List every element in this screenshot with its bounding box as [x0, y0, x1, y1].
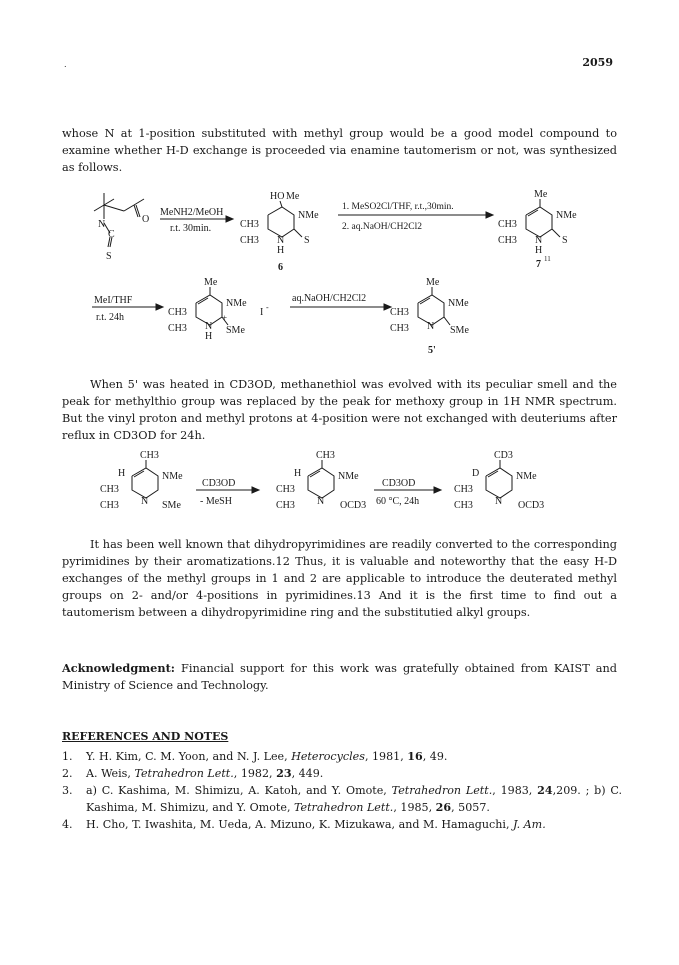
compound-5-prime-label: 5' [428, 345, 436, 356]
reaction-arrow-3 [92, 295, 163, 323]
references-heading: REFERENCES AND NOTES [62, 730, 229, 743]
structure-sme-start [100, 450, 183, 511]
svg-text:NMe: NMe [162, 471, 183, 482]
structure-starting-thioamide [94, 193, 149, 262]
reagent-2a: 1. MeSO2Cl/THF, r.t.,30min. [342, 202, 454, 212]
reaction-arrow-5 [196, 478, 259, 507]
svg-text:OCD3: OCD3 [340, 500, 367, 511]
compound-6-label: 6 [278, 262, 283, 273]
svg-text:CH3: CH3 [168, 307, 187, 318]
svg-text:CH3: CH3 [240, 219, 259, 230]
svg-text:SMe: SMe [226, 325, 245, 336]
reagent-5: CD3OD [202, 478, 236, 489]
structure-compound-5-prime [390, 277, 469, 356]
page-number: 2059 [582, 56, 613, 69]
svg-text:CH3: CH3 [240, 235, 259, 246]
paragraph-3: It has been well known that dihydropyrimidines are readily converted to the corresponding pyrimidines by their aromatizations.12 Thus, it is valuable and noteworthy that the easy H-D exchanges of the methyl groups in 1 and 2 are applicable to introduce the deuterated methyl groups on 2- and/or 4-positions in pyrimidines.13 And it is the first time to find out a tautomerism between a dihydropyrimidine ring and the substitutied alkyl groups. [62, 538, 617, 619]
reaction-arrow-1 [160, 207, 233, 234]
svg-text:NMe: NMe [556, 210, 577, 221]
svg-text:Me: Me [286, 191, 300, 202]
condition-3: r.t. 24h [96, 312, 125, 323]
condition-6: 60 °C, 24h [376, 496, 420, 507]
atom-o: O [142, 214, 150, 225]
svg-text:S: S [304, 235, 310, 246]
svg-text:N: N [317, 496, 325, 507]
svg-text:CH3: CH3 [498, 219, 517, 230]
svg-text:CH3: CH3 [276, 500, 295, 511]
svg-text:NMe: NMe [338, 471, 359, 482]
svg-text:CH3: CH3 [390, 307, 409, 318]
structure-compound-7 [498, 189, 577, 270]
svg-text:Me: Me [204, 277, 218, 288]
reference-item: 4. H. Cho, T. Iwashita, M. Ueda, A. Mizuno, K. Mizukawa, and M. Hamaguchi, J. Am. [62, 818, 546, 831]
svg-text:CH3: CH3 [276, 484, 295, 495]
svg-text:S: S [562, 235, 568, 246]
reagent-3: MeI/THF [94, 295, 133, 306]
atom-n: N [98, 219, 106, 230]
svg-text:H: H [535, 245, 543, 256]
svg-text:CH3: CH3 [390, 323, 409, 334]
svg-text:+: + [222, 313, 228, 323]
reagent-1: MeNH2/MeOH [160, 207, 224, 218]
compound-7-label: 7 [536, 259, 541, 270]
iodide-ion: I [260, 307, 264, 318]
svg-text:Me: Me [534, 189, 548, 200]
acknowledgment [62, 660, 617, 694]
structure-pyrimidinium-salt [168, 277, 269, 342]
svg-text:CD3: CD3 [494, 450, 513, 461]
reaction-arrow-4 [290, 293, 391, 310]
acknowledgment-text: Financial support for this work was gratefully obtained from KAIST and Ministry of Science and Technology. [62, 662, 617, 692]
reagent-4: aq.NaOH/CH2Cl2 [292, 293, 367, 304]
intro-paragraph: whose N at 1-position substituted with methyl group would be a good model compound to examine whether H-D exchange is proceeded via enamine tautomerism or not, was synthesized as follows. [62, 127, 617, 174]
svg-text:N: N [141, 496, 149, 507]
svg-text:CH3: CH3 [100, 500, 119, 511]
atom-c: C [108, 229, 115, 240]
svg-text:H: H [277, 245, 285, 256]
svg-text:OCD3: OCD3 [518, 500, 545, 511]
reference-item: 2. A. Weis, Tetrahedron Lett., 1982, 23, 449. [62, 767, 324, 780]
svg-text:CH3: CH3 [316, 450, 335, 461]
svg-text:CH3: CH3 [454, 500, 473, 511]
references-list [62, 748, 622, 833]
reagent-2b: 2. aq.NaOH/CH2Cl2 [342, 222, 422, 232]
structure-deuterated-product [454, 450, 544, 511]
corner-mark: . [64, 60, 67, 69]
svg-text:N: N [205, 321, 213, 332]
svg-text:SMe: SMe [162, 500, 181, 511]
paragraph-2: When 5' was heated in CD3OD, methanethiol was evolved with its peculiar smell and the peak for methylthio group was replaced by the peak for methoxy group in 1H NMR spectrum. But the vinyl proton and methyl protons at 4-position were not exchanged with deuteriums after reflux in CD3OD for 24h. [62, 378, 617, 442]
svg-text:NMe: NMe [298, 210, 319, 221]
svg-text:HO: HO [270, 191, 285, 202]
reference-item: 1. Y. H. Kim, C. M. Yoon, and N. J. Lee, Heterocycles, 1981, 16, 49. [62, 750, 448, 763]
structure-compound-6 [240, 191, 319, 273]
svg-text:NMe: NMe [226, 298, 247, 309]
svg-text:-: - [266, 303, 269, 312]
reaction-arrow-2 [338, 202, 493, 232]
svg-text:N: N [535, 235, 543, 246]
svg-text:NMe: NMe [448, 298, 469, 309]
svg-text:SMe: SMe [450, 325, 469, 336]
svg-text:Me: Me [426, 277, 440, 288]
acknowledgment-label: Acknowledgment: [62, 661, 175, 675]
svg-text:H: H [294, 468, 302, 479]
svg-text:CH3: CH3 [498, 235, 517, 246]
svg-text:CH3: CH3 [140, 450, 159, 461]
reaction-scheme-2 [90, 446, 590, 526]
svg-text:N: N [427, 321, 435, 332]
svg-text:H: H [118, 468, 126, 479]
compound-7-ref: 11 [544, 255, 551, 263]
byproduct-5: - MeSH [200, 496, 232, 507]
reference-item: 3. a) C. Kashima, M. Shimizu, A. Katoh, and Y. Omote, Tetrahedron Lett., 1983, 24,209. ; b) C. Kashima, M. Shimizu, and Y. Omote, Tetrahedron Lett., 1985, 26, 5057. [62, 784, 623, 814]
condition-1: r.t. 30min. [170, 223, 212, 234]
svg-text:D: D [472, 468, 480, 479]
structure-ocd3-intermediate [276, 450, 366, 511]
reagent-6: CD3OD [382, 478, 416, 489]
svg-text:CH3: CH3 [100, 484, 119, 495]
svg-text:N: N [495, 496, 503, 507]
atom-s: S [106, 251, 112, 262]
svg-text:N: N [277, 235, 285, 246]
svg-text:CH3: CH3 [454, 484, 473, 495]
svg-text:NMe: NMe [516, 471, 537, 482]
svg-text:CH3: CH3 [168, 323, 187, 334]
reaction-scheme-1 [80, 185, 610, 360]
reaction-arrow-6 [374, 478, 441, 507]
svg-text:H: H [205, 331, 213, 342]
